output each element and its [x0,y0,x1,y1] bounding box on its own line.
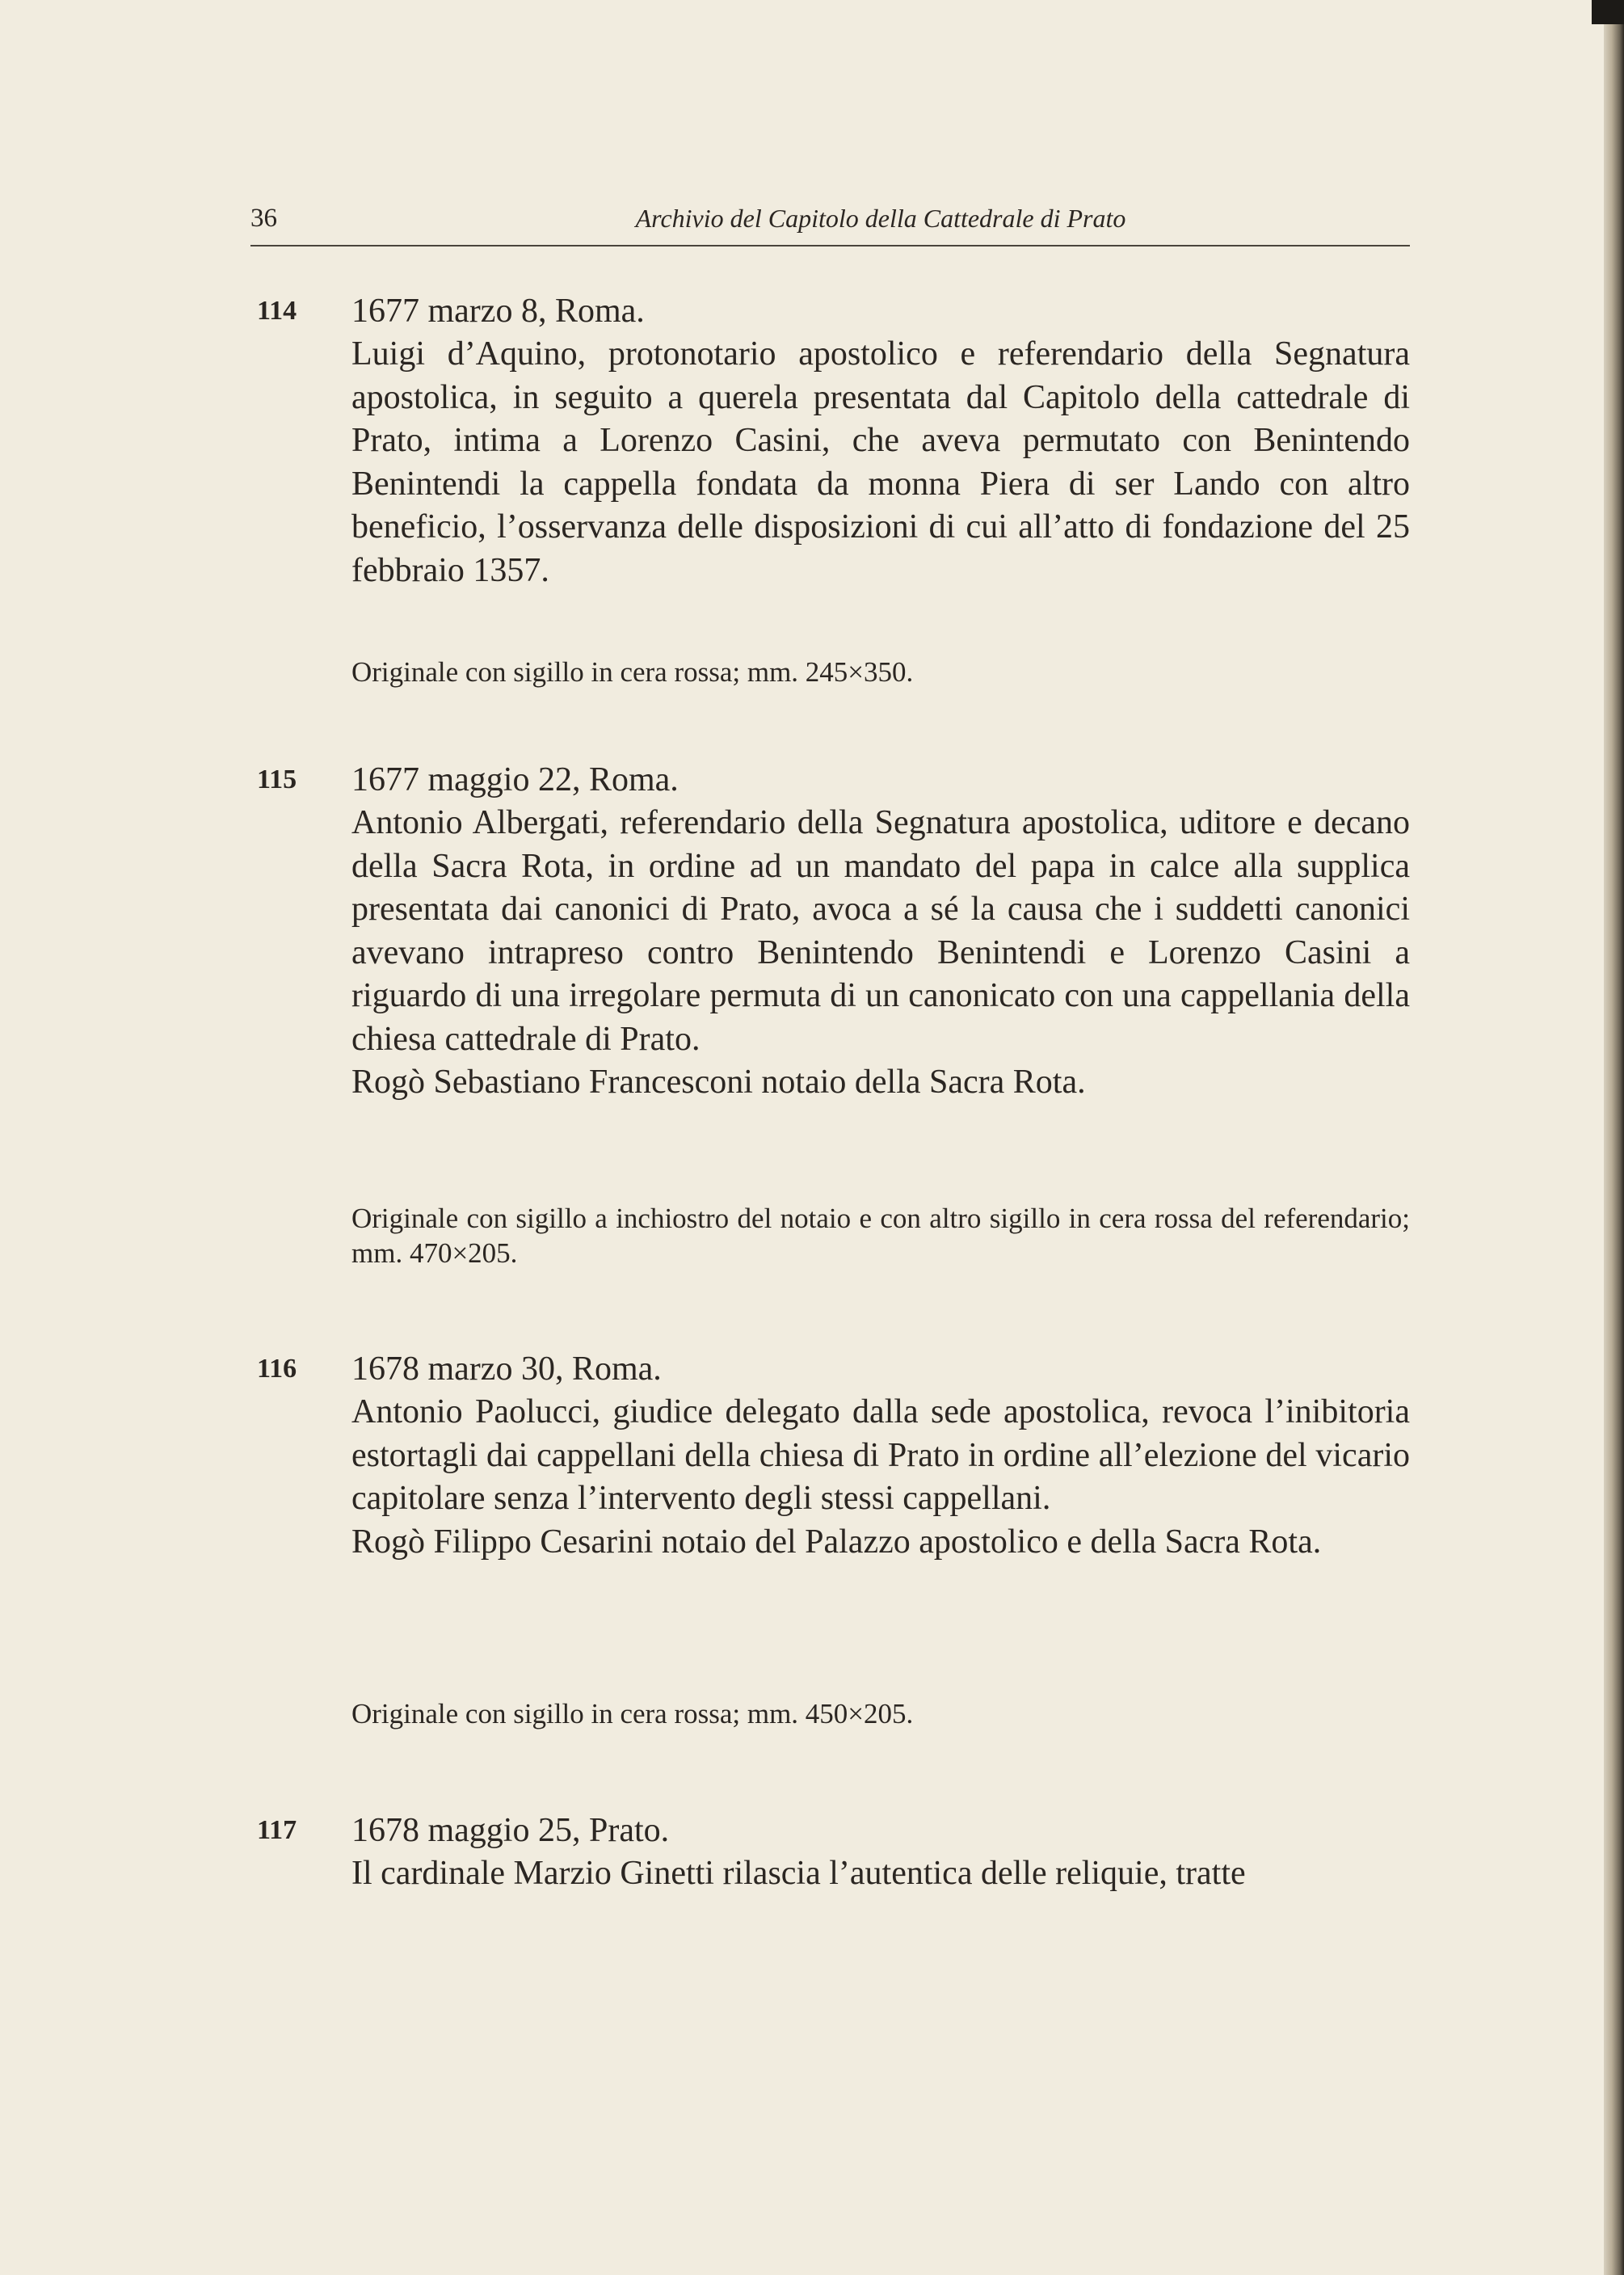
entry-regest [351,1391,1410,1564]
regest-text: Antonio Paolucci, giudice delegato dalla sede apostolica, revoca l’inibitoria estortagli dai cappellani della chiesa di Prato in ordine all’elezione del vicario capitolare senza l’intervento degli stessi cappellani. [351,1393,1410,1517]
entry-note: Originale con sigillo in cera rossa; mm. 450×205. [351,1698,914,1729]
entry-number: 117 [257,1815,297,1845]
page-header [250,204,1410,236]
entry-note: Originale con sigillo in cera rossa; mm. 245×350. [351,656,914,688]
entry-note: Originale con sigillo a inchiostro del notaio e con altro sigillo in cera rossa del referendario; mm. 470×205. [351,1203,1410,1269]
page-number: 36 [250,204,277,233]
entry-number: 114 [257,296,297,326]
page-edge [1604,0,1624,2275]
entry-date: 1677 marzo 8, Roma. [351,293,645,330]
regest-rogo: Rogò Filippo Cesarini notaio del Palazzo apostolico e della Sacra Rota. [351,1523,1322,1561]
entry-number: 115 [257,765,297,794]
regest-text: Luigi d’Aquino, protonotario apostolico e referendario della Segnatura apostolica, in seguito a querela presentata dal Capitolo della cattedrale di Prato, intima a Lorenzo Casini, che aveva permutato con Benintendo Benintendi la cappella fondata da monna Piera di ser Lando con altro beneficio, l’osservanza delle disposizioni di cui all’atto di fondazione del 25 febbraio 1357. [351,335,1410,589]
entry-date: 1678 marzo 30, Roma. [351,1350,662,1388]
show-through-text [808,291,816,334]
entry-date: 1677 maggio 22, Roma. [351,761,679,798]
regest-rogo: Rogò Sebastiano Francesconi notaio della Sacra Rota. [351,1064,1086,1101]
entry-regest [351,1852,1410,1896]
header-rule [250,245,1410,246]
entry-regest [351,802,1410,1105]
page-edge-corner [1592,0,1624,24]
regest-text: Antonio Albergati, referendario della Segnatura apostolica, uditore e decano della Sacra Rota, in ordine ad un mandato del papa in calce alla supplica presentata dai canonici di Prato, avoca a sé la causa che i suddetti canonici avevano intrapreso contro Benintendo Benintendi e Lorenzo Casini a riguardo di una irregolare permuta di un canonicato con una cappellania della chiesa cattedrale di Prato. [351,804,1410,1058]
entry-date: 1678 maggio 25, Prato. [351,1812,670,1849]
running-title: Archivio del Capitolo della Cattedrale di Prato [635,204,1126,233]
entry-number: 116 [257,1354,297,1384]
entry-regest [351,333,1410,592]
regest-text: Il cardinale Marzio Ginetti rilascia l’autentica delle reliquie, tratte [351,1855,1246,1892]
